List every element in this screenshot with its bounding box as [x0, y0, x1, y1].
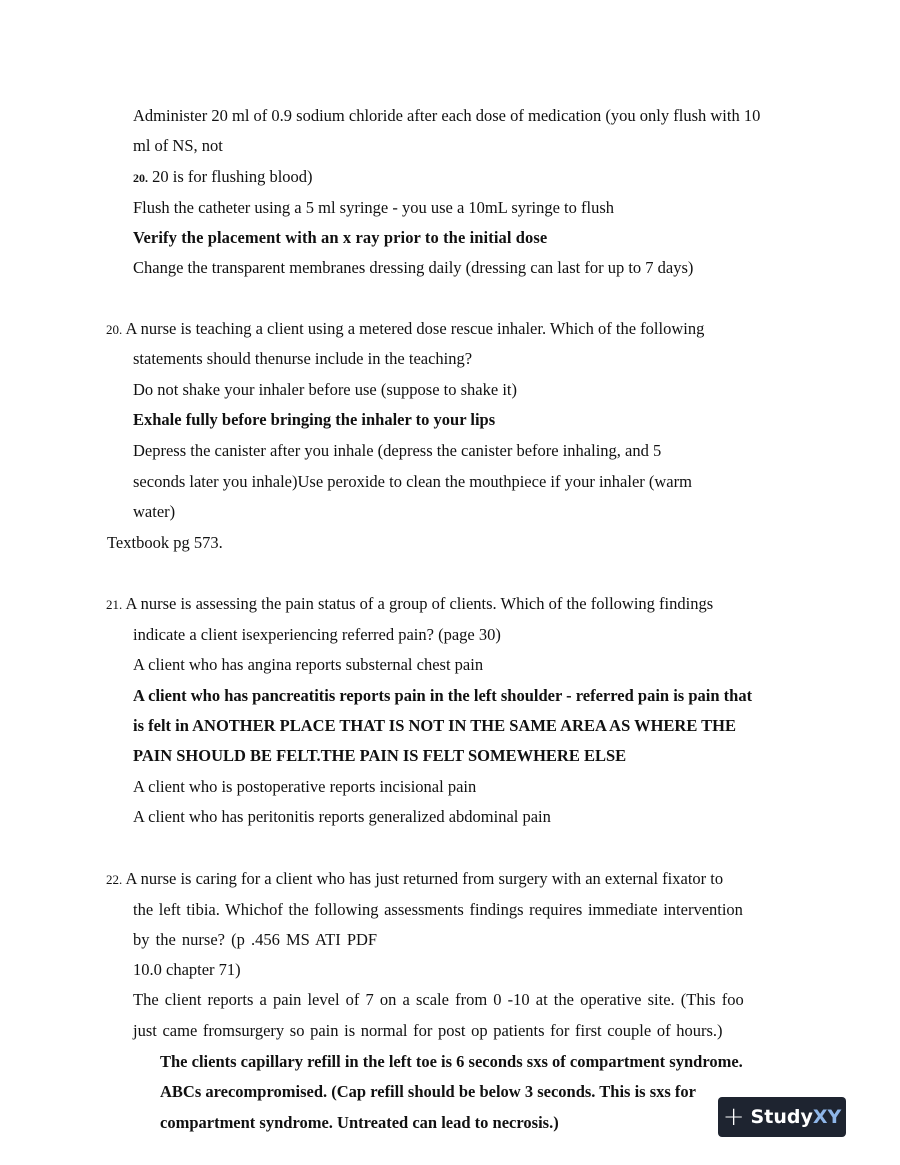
text-line: Change the transparent membranes dressing daily (dressing can last for up to 7 days) — [133, 258, 694, 277]
question-text: A nurse is teaching a client using a metered dose rescue inhaler. Which of the following — [125, 319, 705, 338]
correct-answer: Exhale fully before bringing the inhaler to your lips — [133, 410, 496, 429]
text-line: indicate a client isexperiencing referred pain? (page 30) — [133, 625, 501, 644]
text-span: 20 is for flushing blood) — [152, 167, 313, 186]
brand-accent: XY — [812, 1106, 842, 1128]
correct-answer: PAIN SHOULD BE FELT.THE PAIN IS FELT SOMEWHERE ELSE — [133, 746, 627, 765]
text-line: statements should thenurse include in the teaching? — [133, 349, 473, 368]
brand-logo — [751, 1106, 842, 1128]
correct-answer: ABCs arecompromised. (Cap refill should be below 3 seconds. This is sxs for — [160, 1082, 696, 1101]
answer-option: A client who is postoperative reports incisional pain — [133, 777, 477, 796]
question-number: 20. — [106, 322, 123, 337]
plus-icon: + — [722, 1102, 745, 1132]
correct-answer: The clients capillary refill in the left toe is 6 seconds sxs of compartment syndrome. — [160, 1052, 743, 1071]
text-line: ml of NS, not — [133, 136, 223, 155]
item-number: 20. — [133, 171, 148, 185]
text-line: the left tibia. Whichof the following assessments findings requires immediate intervention — [133, 900, 743, 919]
studyxy-badge[interactable] — [718, 1097, 846, 1137]
question-21 — [106, 594, 713, 615]
correct-answer: Verify the placement with an x ray prior to the initial dose — [133, 228, 548, 247]
answer-option: Depress the canister after you inhale (depress the canister before inhaling, and 5 — [133, 441, 662, 460]
correct-answer: A client who has pancreatitis reports pain in the left shoulder - referred pain is pain that — [133, 686, 753, 705]
answer-option: Do not shake your inhaler before use (suppose to shake it) — [133, 380, 517, 399]
answer-option: A client who has angina reports substernal chest pain — [133, 655, 484, 674]
question-number: 21. — [106, 597, 123, 612]
question-text: A nurse is caring for a client who has just returned from surgery with an external fixator to — [125, 869, 724, 888]
text-line: 10.0 chapter 71) — [133, 960, 241, 979]
answer-option: The client reports a pain level of 7 on a scale from 0 -10 at the operative site. (This foo — [133, 990, 744, 1009]
question-20 — [106, 319, 704, 340]
correct-answer: compartment syndrome. Untreated can lead to necrosis.) — [160, 1113, 559, 1132]
reference-note: Textbook pg 573. — [107, 533, 223, 552]
answer-option: water) — [133, 502, 176, 521]
brand-main: Study — [750, 1106, 813, 1128]
question-22 — [106, 869, 723, 890]
answer-option: seconds later you inhale)Use peroxide to clean the mouthpiece if your inhaler (warm — [133, 472, 692, 491]
text-line — [133, 167, 313, 188]
answer-option: A client who has peritonitis reports generalized abdominal pain — [133, 807, 551, 826]
question-number: 22. — [106, 872, 123, 887]
text-line: by the nurse? (p .456 MS ATI PDF — [133, 930, 378, 949]
answer-option: just came fromsurgery so pain is normal for post op patients for first couple of hours.) — [133, 1021, 723, 1040]
correct-answer: is felt in ANOTHER PLACE THAT IS NOT IN THE SAME AREA AS WHERE THE — [133, 716, 737, 735]
text-line: Administer 20 ml of 0.9 sodium chloride after each dose of medication (you only flush with 10 — [133, 106, 761, 125]
question-text: A nurse is assessing the pain status of a group of clients. Which of the following findings — [125, 594, 714, 613]
text-line: Flush the catheter using a 5 ml syringe - you use a 10mL syringe to flush — [133, 198, 615, 217]
